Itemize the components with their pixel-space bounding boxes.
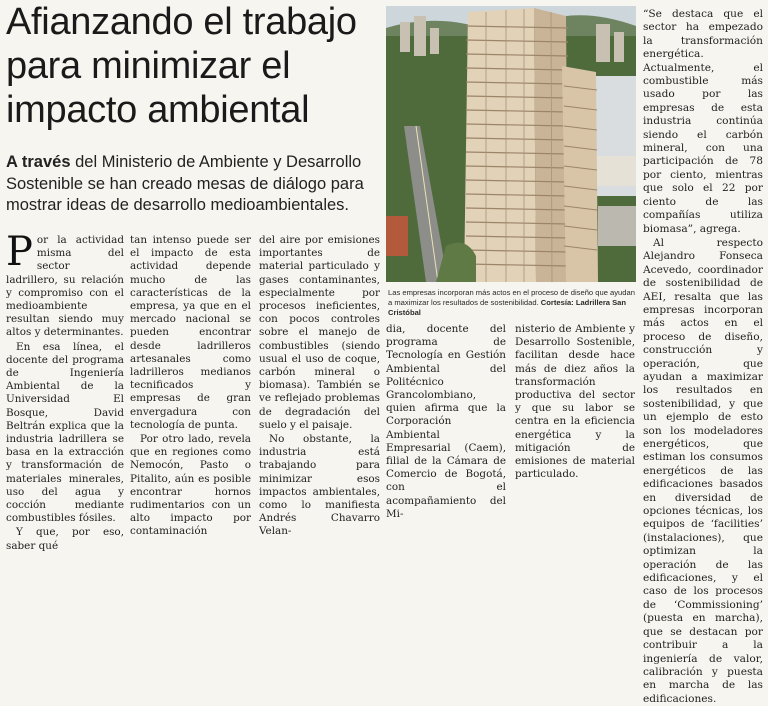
body-paragraph: Por la actividad misma del sector ladrillero, su relación y compromiso con el medioambiente resultan siendo muy altos y determinantes. — [6, 229, 124, 339]
body-paragraph: En esa línea, el docente del programa de Ingeniería Ambiental de la Universidad El Bosque, David Beltrán explica que la industria ladrillera se basa en la extracción y transformación de materiales minerales, uso del agua y cocción mediante combustibles fósiles. — [6, 340, 124, 525]
photo-caption: Las empresas incorporan más actos en el proceso de diseño que ayudan a maximizar los resultados de sostenibilidad. Cortesía: Ladrillera San Cristóbal — [388, 288, 635, 317]
article-headline: Afianzando el trabajo para minimizar el impacto ambiental — [6, 1, 357, 131]
lead-bold-intro: A través — [6, 153, 71, 171]
body-column-5 — [515, 323, 635, 481]
body-paragraph: Por otro lado, revela que en regiones como Nemocón, Pasto o Pitalito, aún es posible encontrar hornos rudimentarios con un alto impacto por contaminación — [130, 433, 251, 538]
building-photo-illustration — [386, 6, 636, 282]
body-paragraph: “Se destaca que el sector ha empezado la transformación energética. Actualmente, el combustible más usado por las empresas de esta industria continúa siendo el carbón mineral, con una participación de 78 por ciento, mientras que solo el 22 por ciento de las compañías utiliza biomasa”, agrega. — [643, 8, 763, 235]
body-column-6 — [643, 8, 763, 706]
body-paragraph: Y que, por eso, saber qué — [6, 526, 124, 552]
body-column-1 — [6, 229, 124, 553]
article-lead — [6, 152, 386, 217]
body-paragraph: No obstante, la industria está trabajando para minimizar esos impactos ambientales, como lo manifiesta Andrés Chavarro Velan- — [259, 433, 380, 538]
body-column-4 — [386, 323, 506, 521]
body-column-2 — [130, 234, 251, 539]
photo-credit: Cortesía: Ladrillera San Cristóbal — [388, 298, 627, 317]
body-column-3 — [259, 234, 380, 539]
body-paragraph: Al respecto Alejandro Fonseca Acevedo, coordinador de sostenibilidad de AEI, resalta que las empresas incorporan más actos en el proceso de diseño, construcción y operación, que ayudan a maximizar los resultados en sostenibilidad, y que un ejemplo de esto son los modeladores energéticos, que estiman los consumos energéticos de las edificaciones basados en diversidad de opciones técnicas, los equipos de ‘facilities’ (instalaciones), que optimizan la operación de las edificaciones, y el caso de los procesos de ‘Commissioning’ (puesta en marcha), que se destacan por contribuir a la ingeniería de valor, calibración y puesta en marcha de las edificaciones. — [643, 236, 763, 705]
lead-text: del Ministerio de Ambiente y Desarrollo Sostenible se han creado mesas de diálogo para mostrar ideas de desarrollo medioambientales. — [6, 153, 364, 214]
body-paragraph: nisterio de Ambiente y Desarrollo Sostenible, facilitan desde hace más de diez años la transformación productiva del sector y que su labor se centra en la eficiencia energética y la mitigación de emisiones de material particulado. — [515, 323, 635, 481]
building-photo — [386, 6, 636, 282]
body-paragraph: dia, docente del programa de Tecnología en Gestión Ambiental del Politécnico Grancolombiano, quien afirma que la Corporación Ambiental Empresarial (Caem), filial de la Cámara de Comercio de Bogotá, con el acompañamiento del Mi- — [386, 323, 506, 520]
drop-cap: P — [6, 229, 33, 275]
body-paragraph: tan intenso puede ser el impacto de esta actividad depende mucho de las características de la empresa, ya que en el mercado nacional se pueden encontrar desde ladrilleros artesanales como ladrilleros medianos tecnificados y empresas de gran envergadura con tecnología de punta. — [130, 234, 251, 431]
body-paragraph: del aire por emisiones importantes de material particulado y gases contaminantes, especialmente por procesos ineficientes, con pocos controles sobre el manejo de combustibles (siendo usual el uso de coque, carbón mineral o biomasa). También se ve reflejado problemas de degradación del suelo y el paisaje. — [259, 234, 380, 431]
